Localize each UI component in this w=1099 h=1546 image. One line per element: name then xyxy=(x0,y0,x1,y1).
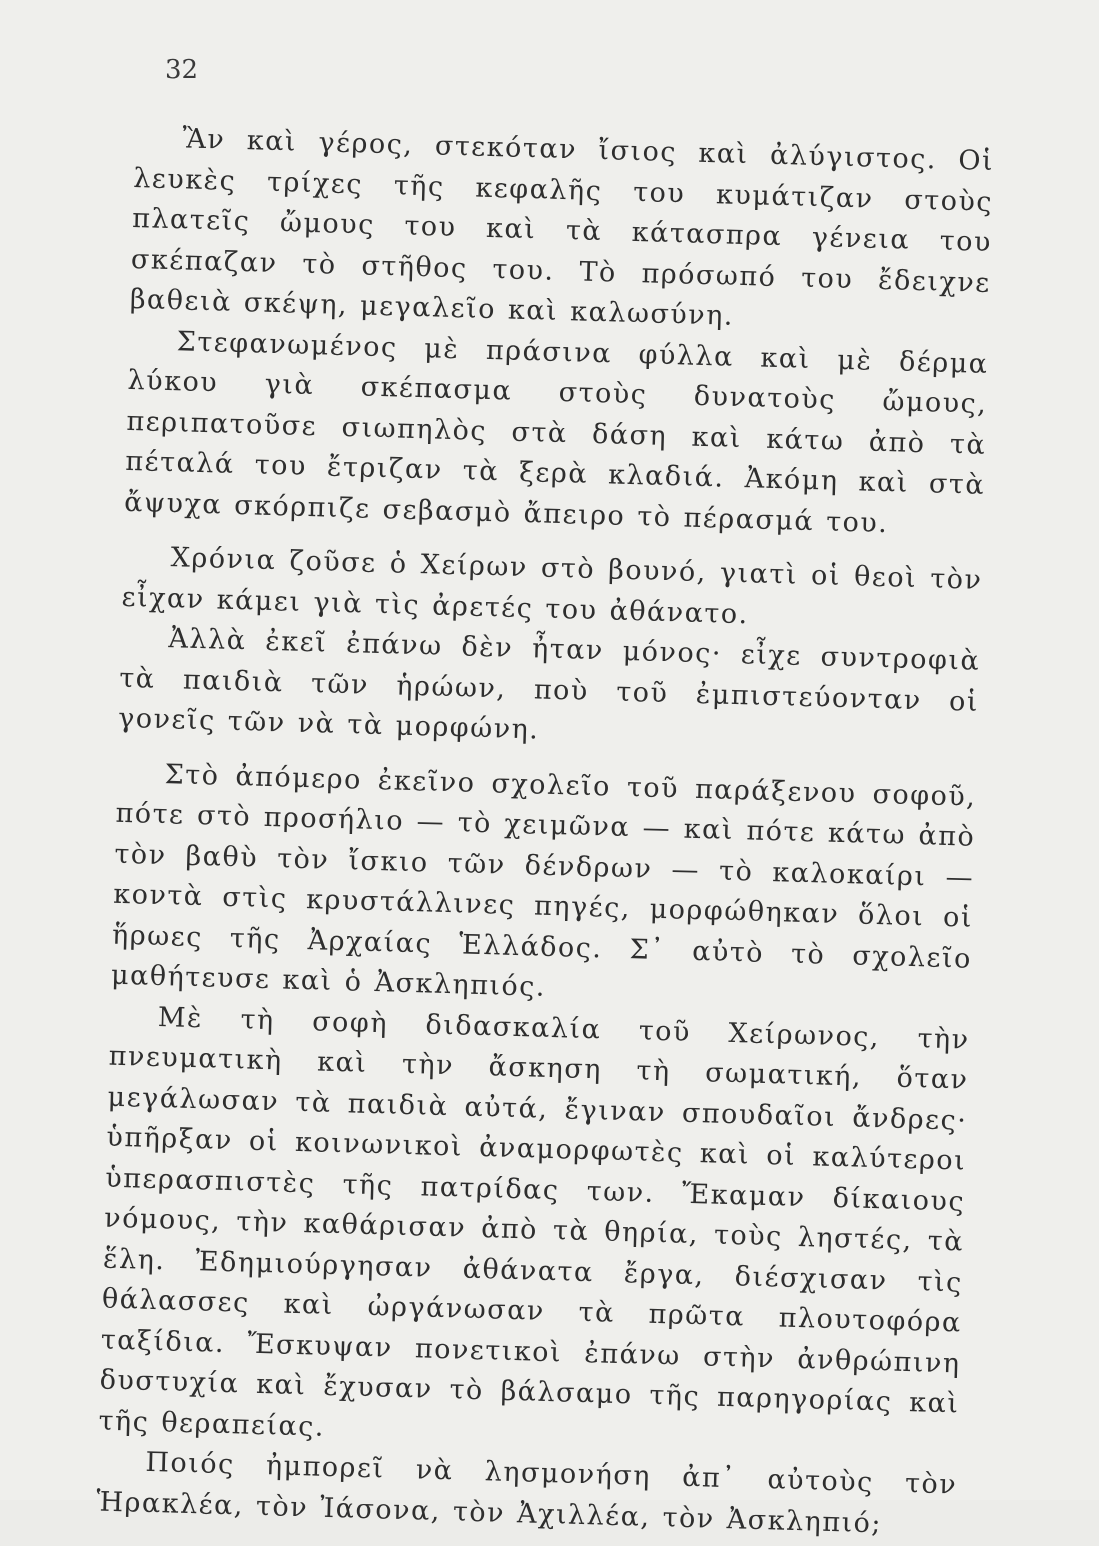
page-number: 32 xyxy=(165,55,199,85)
paragraph-7: Ποιός ἠμπορεῖ νὰ λησμονήση ἀπ᾽ αὐτοὺς τὸν Ἡρακλέα, τὸν Ἰάσονα, τὸν Ἀχιλλέα, τὸν Ἀσκληπιό; xyxy=(95,1446,958,1539)
paragraph-4: Ἀλλὰ ἐκεῖ ἐπάνω δὲν ἦταν μόνος· εἶχε συντροφιὰ τὰ παιδιὰ τῶν ἡρώων, ποὺ τοῦ ἐμπιστεύονταν οἱ γονεῖς τῶν νὰ τὰ μορφώνη. xyxy=(117,623,981,746)
paragraph-1: Ἂν καὶ γέρος, στεκόταν ἴσιος καὶ ἀλύγιστος. Οἱ λευκὲς τρίχες τῆς κεφαλῆς του κυμάτιζαν στοὺς πλατεῖς ὤμους του καὶ τὰ κάτασπρα γένεια του σκέπαζαν τὸ στῆθος του. Τὸ πρόσωπό του ἔδειχνε βαθειὰ σκέψη, μεγαλεῖο καὶ καλωσύνη. xyxy=(129,123,995,332)
paragraph-6: Μὲ τὴ σοφὴ διδασκαλία τοῦ Χείρωνος, τὴν πνευματικὴ καὶ τὴν ἄσκηση τὴ σωματική, ὅταν μεγάλωσαν τὰ παιδιὰ αὐτά, ἔγιναν σπουδαῖοι ἄνδρες· ὑπῆρξαν οἱ κοινωνικοὶ ἀναμορφωτὲς καὶ οἱ καλύτεροι ὑπερασπιστὲς τῆς πατρίδας των. Ἔκαμαν δίκαιους νόμους, τὴν καθάρισαν ἀπὸ τὰ θηρία, τοὺς ληστές, τὰ ἕλη. Ἐδημιούργησαν ἀθάνατα ἔργα, διέσχισαν τὶς θάλασσες καὶ ὠργάνωσαν τὰ πρῶτα πλουτοφόρα ταξίδια. Ἔσκυψαν πονετικοὶ ἐπάνω στὴν ἀνθρώπινη δυστυχία καὶ ἔχυσαν τὸ βάλσαμο τῆς παρηγορίας καὶ τῆς θεραπείας. xyxy=(98,1001,971,1443)
paragraph-2: Στεφανωμένος μὲ πράσινα φύλλα καὶ μὲ δέρμα λύκου γιὰ σκέπασμα στοὺς δυνατοὺς ὤμους, περιπατοῦσε σιωπηλὸς στὰ δάση καὶ κάτω ἀπὸ τὰ πέταλά του ἔτριζαν τὰ ξερὰ κλαδιά. Ἀκόμη καὶ στὰ ἄψυχα σκόρπιζε σεβασμὸ ἄπειρο τὸ πέρασμά του. xyxy=(123,325,989,539)
body-text xyxy=(96,118,995,1546)
paragraph-5: Στὸ ἀπόμερο ἐκεῖνο σχολεῖο τοῦ παράξενου σοφοῦ, πότε στὸ προσήλιο — τὸ χειμῶνα — καὶ πότε κάτω ἀπὸ τὸν βαθὺ τὸν ἴσκιο τῶν δένδρων — τὸ καλοκαίρι — κοντὰ στὶς κρυστάλλινες πηγές, μορφώθηκαν ὅλοι οἱ ἥρωες τῆς Ἀρχαίας Ἑλλάδος. Σ᾽ αὐτὸ τὸ σχολεῖο μαθήτευσε καὶ ὁ Ἀσκληπιός. xyxy=(110,758,977,1003)
paragraph-3: Χρόνια ζοῦσε ὁ Χείρων στὸ βουνό, γιατὶ οἱ θεοὶ τὸν εἶχαν κάμει γιὰ τὶς ἀρετές του ἀθάνατο. xyxy=(121,542,983,630)
